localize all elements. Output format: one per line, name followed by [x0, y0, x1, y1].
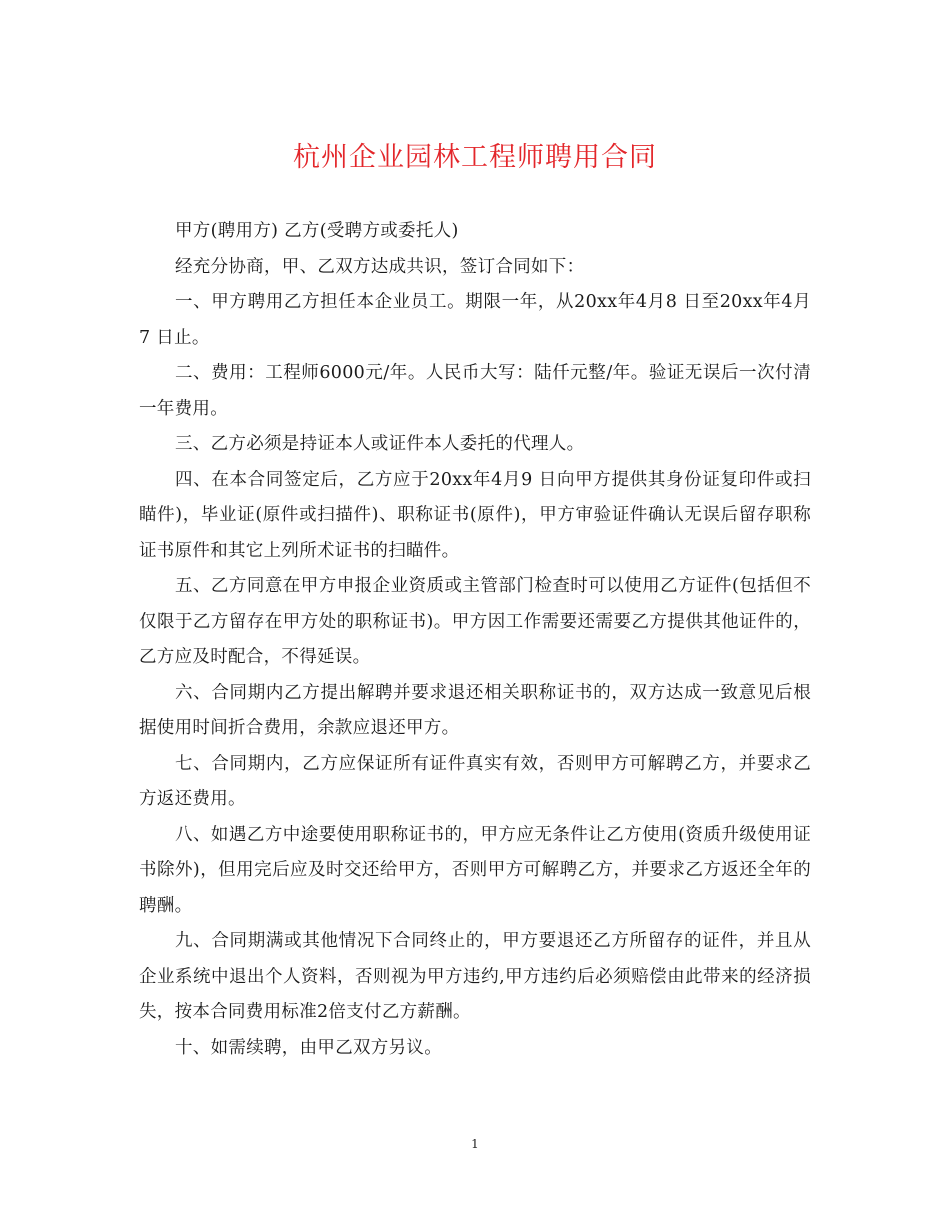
clause-3: 三、乙方必须是持证本人或证件本人委托的代理人。 — [175, 434, 585, 454]
contract-parties: 甲方(聘用方) 乙方(受聘方或委托人) — [175, 221, 459, 241]
clause-2: 二、费用：工程师6000元/年。人民币大写：陆仟元整/年。验证无误后一次付清一年费用。 — [139, 363, 811, 419]
contract-preamble: 经充分协商，甲、乙双方达成共识，签订合同如下： — [175, 256, 585, 277]
clause-9: 九、合同期满或其他情况下合同终止的，甲方要退还乙方所留存的证件，并且从企业系统中退出个人资料，否则视为甲方违约,甲方违约后必须赔偿由此带来的经济损失，按本合同费用标准2倍支付乙方薪酬。 — [139, 931, 811, 1022]
clause-7: 七、合同期内，乙方应保证所有证件真实有效，否则甲方可解聘乙方，并要求乙方返还费用。 — [139, 753, 811, 809]
contract-body — [139, 214, 811, 1066]
clause-4: 四、在本合同签定后，乙方应于20xx年4月9 日向甲方提供其身份证复印件或扫瞄件)，毕业证(原件或扫描件)、职称证书(原件)，甲方审验证件确认无误后留存职称证书原件和其它上列所术证书的扫瞄件。 — [139, 469, 811, 561]
clause-8: 八、如遇乙方中途要使用职称证书的，甲方应无条件让乙方使用(资质升级使用证书除外)，但用完后应及时交还给甲方，否则甲方可解聘乙方，并要求乙方返还全年的聘酬。 — [139, 824, 811, 916]
document-title: 杭州企业园林工程师聘用合同 — [293, 142, 657, 173]
clause-10: 十、如需续聘，由甲乙双方另议。 — [175, 1037, 442, 1058]
page-number: 1 — [471, 1137, 479, 1151]
clause-1: 一、甲方聘用乙方担任本企业员工。期限一年，从20xx年4月8 日至20xx年4月7 日止。 — [139, 292, 811, 348]
clause-5: 五、乙方同意在甲方申报企业资质或主管部门检查时可以使用乙方证件(包括但不仅限于乙方留存在甲方处的职称证书)。甲方因工作需要还需要乙方提供其他证件的，乙方应及时配合，不得延误。 — [139, 576, 811, 667]
clause-6: 六、合同期内乙方提出解聘并要求退还相关职称证书的，双方达成一致意见后根据使用时间折合费用，余款应退还甲方。 — [139, 682, 811, 738]
